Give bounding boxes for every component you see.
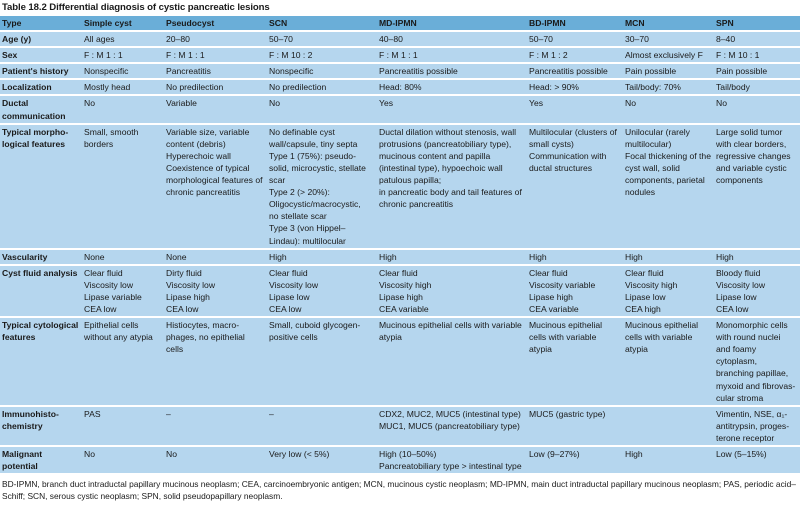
table-cell: No definable cyst wall/capsule, tiny septa Type 1 (75%): pseudo-solid, microcystic, stellate scar Type 2 (> 20%): Oligocystic/macrocystic, no stellate scar Type 3 (von Hippel–Lindau): multilocular <box>267 124 377 249</box>
table-cell: Almost exclusively F <box>623 47 714 63</box>
table-cell: – <box>164 406 267 446</box>
table-cell: 30–70 <box>623 31 714 47</box>
table-cell: Mucinous epithelial cells with variable atypia <box>377 317 527 406</box>
table-cell: F : M 1 : 1 <box>82 47 164 63</box>
table-cell: 20–80 <box>164 31 267 47</box>
row-header: Vascularity <box>0 249 82 265</box>
table-cell: Variable <box>164 95 267 123</box>
table-cell: Yes <box>527 95 623 123</box>
table-cell: High <box>527 249 623 265</box>
table-cell: Head: 80% <box>377 79 527 95</box>
table-cell: Multilocular (clusters of small cysts) Communication with ductal structures <box>527 124 623 249</box>
table-cell: Ductal dilation without stenosis, wall protrusions (pancreatobiliary type), mucinous content and papilla (intestinal type), hypoechoic wall patulous papilla; in pancreatic body and tail features of chronic pancreatitis <box>377 124 527 249</box>
table-cell: Very low (< 5%) <box>267 446 377 473</box>
column-header-mcn: MCN <box>623 16 714 31</box>
table-cell: Nonspecific <box>267 63 377 79</box>
table-cell: Monomorphic cells with round nuclei and foamy cytoplasm, branching papillae, myxoid and fibrovas-cular stroma <box>714 317 800 406</box>
table-row <box>0 31 800 47</box>
table-cell: Nonspecific <box>82 63 164 79</box>
table-cell: High <box>623 446 714 473</box>
table-cell: Epithelial cells without any atypia <box>82 317 164 406</box>
table-cell: 8–40 <box>714 31 800 47</box>
table-footnote: BD-IPMN, branch duct intraductal papillary mucinous neoplasm; CEA, carcinoembryonic antigen; MCN, mucinous cystic neoplasm; MD-IPMN, main duct intraductal papillary mucinous neoplasm; PAS, periodic acid–Schiff; SCN, serous cystic neoplasm; SPN, solid pseudopapillary neoplasm. <box>2 479 796 502</box>
row-header: Malignant potential <box>0 446 82 473</box>
table-body <box>0 31 800 473</box>
table-cell: Clear fluid Viscosity high Lipase low CEA high <box>623 265 714 317</box>
table-cell: No predilection <box>267 79 377 95</box>
table-row <box>0 265 800 317</box>
table-row <box>0 63 800 79</box>
column-header-simple-cyst: Simple cyst <box>82 16 164 31</box>
table-cell: F : M 1 : 1 <box>377 47 527 63</box>
table-cell: Mucinous epithelial cells with variable atypia <box>527 317 623 406</box>
row-header: Age (y) <box>0 31 82 47</box>
column-header-pseudocyst: Pseudocyst <box>164 16 267 31</box>
table-cell: 50–70 <box>267 31 377 47</box>
table-cell: Mucinous epithelial cells with variable atypia <box>623 317 714 406</box>
table-cell: – <box>267 406 377 446</box>
table-row <box>0 317 800 406</box>
table-row <box>0 95 800 123</box>
table-cell: High <box>267 249 377 265</box>
table-cell: Variable size, variable content (debris) Hyperechoic wall Coexistence of typical morphological features of chronic pancreatitis <box>164 124 267 249</box>
row-header: Cyst fluid analysis <box>0 265 82 317</box>
table-cell: Small, smooth borders <box>82 124 164 249</box>
table-cell: High <box>623 249 714 265</box>
table-cell: Clear fluid Viscosity low Lipase variable CEA low <box>82 265 164 317</box>
table-cell: F : M 10 : 2 <box>267 47 377 63</box>
table-row <box>0 249 800 265</box>
table-cell: Pancreatitis <box>164 63 267 79</box>
table-cell: 50–70 <box>527 31 623 47</box>
table-cell: Low (5–15%) <box>714 446 800 473</box>
column-header-type: Type <box>0 16 82 31</box>
table-cell: Clear fluid Viscosity variable Lipase high CEA variable <box>527 265 623 317</box>
table-cell: Yes <box>377 95 527 123</box>
differential-diagnosis-table <box>0 16 800 473</box>
row-header: Patient's history <box>0 63 82 79</box>
table-cell: No <box>82 446 164 473</box>
column-header-bd-ipmn: BD-IPMN <box>527 16 623 31</box>
table-cell: MUC5 (gastric type) <box>527 406 623 446</box>
table-row <box>0 124 800 249</box>
table-cell: Mostly head <box>82 79 164 95</box>
table-cell: Histiocytes, macro-phages, no epithelial cells <box>164 317 267 406</box>
table-cell: Dirty fluid Viscosity low Lipase high CEA low <box>164 265 267 317</box>
table-cell: Clear fluid Viscosity low Lipase low CEA low <box>267 265 377 317</box>
table-cell: Tail/body <box>714 79 800 95</box>
table-cell: All ages <box>82 31 164 47</box>
table-cell: Pancreatitis possible <box>527 63 623 79</box>
table-cell: Clear fluid Viscosity high Lipase high CEA variable <box>377 265 527 317</box>
table-cell: F : M 1 : 1 <box>164 47 267 63</box>
table-cell: Head: > 90% <box>527 79 623 95</box>
table-cell: No <box>82 95 164 123</box>
table-cell: CDX2, MUC2, MUC5 (intestinal type) MUC1, MUC5 (pancreatobiliary type) <box>377 406 527 446</box>
table-caption: Table 18.2 Differential diagnosis of cystic pancreatic lesions <box>2 2 270 13</box>
table-cell: Unilocular (rarely multilocular) Focal thickening of the cyst wall, solid components, parietal nodules <box>623 124 714 249</box>
table-cell: Low (9–27%) <box>527 446 623 473</box>
row-header: Typical morpho-logical features <box>0 124 82 249</box>
table-cell: No <box>714 95 800 123</box>
table-cell: Tail/body: 70% <box>623 79 714 95</box>
row-header: Typical cytological features <box>0 317 82 406</box>
table-cell: No predilection <box>164 79 267 95</box>
table-cell: Vimentin, NSE, α₁-antitrypsin, proges-terone receptor <box>714 406 800 446</box>
table-cell: No <box>267 95 377 123</box>
table-cell: Pancreatitis possible <box>377 63 527 79</box>
table-cell: High (10–50%) Pancreatobiliary type > intestinal type <box>377 446 527 473</box>
table-cell: None <box>82 249 164 265</box>
column-header-scn: SCN <box>267 16 377 31</box>
table-cell: Bloody fluid Viscosity low Lipase low CEA low <box>714 265 800 317</box>
table-cell: No <box>623 95 714 123</box>
table-cell: High <box>377 249 527 265</box>
row-header: Localization <box>0 79 82 95</box>
table-row <box>0 79 800 95</box>
column-header-spn: SPN <box>714 16 800 31</box>
table-cell: F : M 1 : 2 <box>527 47 623 63</box>
table-row <box>0 406 800 446</box>
table-cell: PAS <box>82 406 164 446</box>
table-cell: No <box>164 446 267 473</box>
table-cell: 40–80 <box>377 31 527 47</box>
table-cell: Pain possible <box>623 63 714 79</box>
table-header-row <box>0 16 800 31</box>
table-cell: Large solid tumor with clear borders, regressive changes and variable cystic components <box>714 124 800 249</box>
row-header: Sex <box>0 47 82 63</box>
table-row <box>0 47 800 63</box>
table-cell: F : M 10 : 1 <box>714 47 800 63</box>
table-row <box>0 446 800 473</box>
table-cell: Small, cuboid glycogen-positive cells <box>267 317 377 406</box>
table-cell: Pain possible <box>714 63 800 79</box>
table-cell: High <box>714 249 800 265</box>
column-header-md-ipmn: MD-IPMN <box>377 16 527 31</box>
table-cell: None <box>164 249 267 265</box>
table-cell <box>623 406 714 446</box>
row-header: Ductal communication <box>0 95 82 123</box>
row-header: Immunohisto-chemistry <box>0 406 82 446</box>
